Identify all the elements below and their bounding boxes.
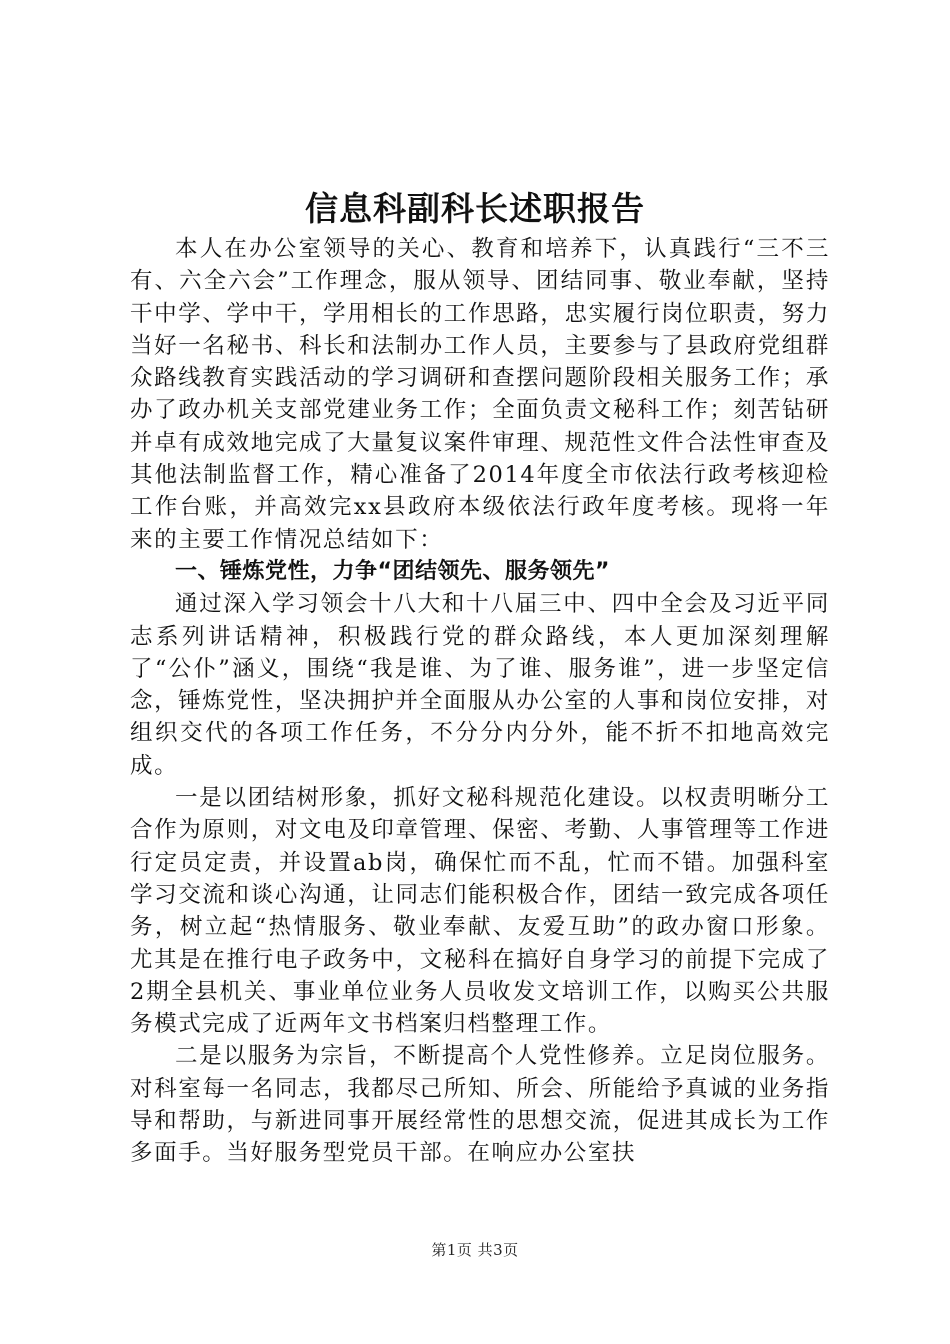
document-body: [130, 233, 830, 1170]
paragraph-service: 二是以服务为宗旨，不断提高个人党性修养。立足岗位服务。对科室每一名同志，我都尽己所知、所会、所能给予真诚的业务指导和帮助，与新进同事开展经常性的思想交流，促进其成长为工作多面手。当好服务型党员干部。在响应办公室扶: [130, 1043, 830, 1167]
paragraph-intro: 本人在办公室领导的关心、教育和培养下，认真践行“三不三有、六全六会”工作理念，服从领导、团结同事、敬业奉献，坚持干中学、学中干，学用相长的工作思路，忠实履行岗位职责，努力当好一名秘书、科长和法制办工作人员，主要参与了县政府党组群众路线教育实践活动的学习调研和查摆问题阶段相关服务工作；承办了政办机关支部党建业务工作；全面负责文秘科工作；刻苦钻研并卓有成效地完成了大量复议案件审理、规范性文件合法性审查及其他法制监督工作，精心准备了2014年度全市依法行政考核迎检工作台账，并高效完xx县政府本级依法行政年度考核。现将一年来的主要工作情况总结如下：: [130, 236, 830, 553]
paragraph-study: 通过深入学习领会十八大和十八届三中、四中全会及习近平同志系列讲话精神，积极践行党的群众路线，本人更加深刻理解了“公仆”涵义，围绕“我是谁、为了谁、服务谁”，进一步坚定信念，锤炼党性，坚决拥护并全面服从办公室的人事和岗位安排，对组织交代的各项工作任务，不分分内分外，能不折不扣地高效完成。: [130, 591, 830, 779]
document-title: 信息科副科长述职报告: [305, 189, 645, 228]
section-heading-1: 一、锤炼党性，力争“团结领先、服务领先”: [175, 558, 610, 584]
page-footer: 第1页 共3页: [431, 1241, 519, 1259]
paragraph-unity: 一是以团结树形象，抓好文秘科规范化建设。以权责明晰分工合作为原则，对文电及印章管理、保密、考勤、人事管理等工作进行定员定责，并设置ab岗，确保忙而不乱，忙而不错。加强科室学习交流和谈心沟通，让同志们能积极合作，团结一致完成各项任务，树立起“热情服务、敬业奉献、友爱互助”的政办窗口形象。尤其是在推行电子政务中，文秘科在搞好自身学习的前提下完成了2期全县机关、事业单位业务人员收发文培训工作，以购买公共服务模式完成了近两年文书档案归档整理工作。: [130, 785, 830, 1038]
